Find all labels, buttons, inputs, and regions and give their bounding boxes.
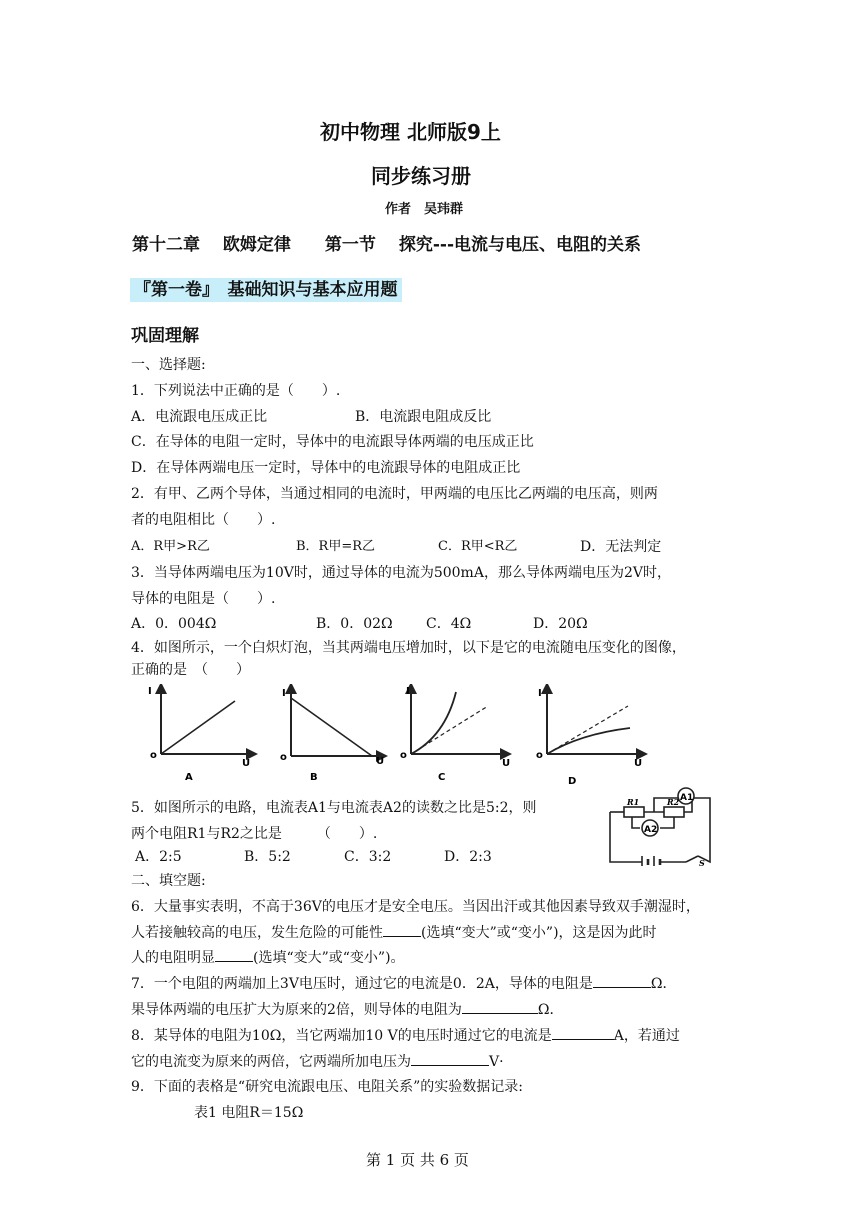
graph-c-axis-u: U: [502, 758, 511, 769]
q7-line1-text-a: 7．一个电阻的两端加上3V电压时，通过它的电流是0．2A，导体的电阻是: [131, 976, 593, 992]
section-heading: 巩固理解: [131, 326, 199, 346]
q7-line1: [131, 973, 676, 994]
q5-option-d: D．2:3: [444, 849, 492, 865]
q2-stem-line1: 2．有甲、乙两个导体，当通过相同的电流时，甲两端的电压比乙两端的电压高，则两: [131, 486, 658, 502]
graph-b-origin: o: [280, 752, 287, 763]
part2-label: 二、填空题:: [131, 873, 206, 889]
q5-circuit-diagram: [602, 784, 718, 866]
q8-line2-text-b: V·: [489, 1054, 504, 1070]
graph-c-curve: [411, 692, 456, 754]
ammeter-a1: [678, 788, 694, 804]
graph-b-label: B: [310, 772, 318, 783]
graph-d: [536, 688, 642, 787]
q3-option-b: B．0．02Ω: [316, 616, 393, 632]
graph-a-label: A: [185, 772, 193, 783]
q2-option-c: C．R甲<R乙: [438, 539, 518, 554]
ammeter-a2: [642, 820, 658, 836]
graph-a-axis-i: I: [148, 686, 152, 697]
q1-option-a: A．电流跟电压成正比: [131, 409, 268, 425]
q8-line1-text-a: 8．某导体的电阻为10Ω，当它两端加10 V的电压时通过它的电流是: [131, 1028, 552, 1044]
graph-d-axis-i: I: [538, 688, 542, 699]
page-footer: 第 1 页 共 6 页: [366, 1151, 469, 1169]
q7-blank-2[interactable]: [462, 999, 538, 1014]
q2-option-d: D．无法判定: [580, 539, 662, 555]
q8-blank-2[interactable]: [411, 1051, 489, 1066]
graph-b-line: [291, 698, 372, 756]
q5-option-b: B．5:2: [244, 849, 291, 865]
q2-stem-line2: 者的电阻相比（ ）.: [131, 512, 276, 528]
q6-line3-text-b: (选填“变大”或“变小”)。: [253, 950, 405, 966]
q2-option-a: A．R甲>R乙: [131, 539, 210, 554]
q3-option-c: C．4Ω: [426, 616, 472, 632]
q1-option-d: D．在导体两端电压一定时，导体中的电流跟导体的电阻成正比: [131, 460, 521, 476]
graph-b-axis-i: I: [282, 688, 286, 699]
q1-option-b: B．电流跟电阻成反比: [355, 409, 492, 425]
q7-line1-text-b: Ω．: [650, 976, 677, 992]
q1-option-c: C．在导体的电阻一定时，导体中的电流跟导体两端的电压成正比: [131, 434, 534, 450]
q8-line1-text-b: A，若通过: [613, 1028, 680, 1044]
switch-label: S: [699, 858, 705, 866]
graph-c-axis-i: I: [406, 686, 410, 697]
q6-line3-text-a: 人的电阻明显: [131, 950, 215, 966]
graph-a-line: [161, 701, 235, 754]
resistor-r1-label: R1: [627, 797, 640, 807]
part1-label: 一、选择题:: [131, 357, 206, 373]
q4-stem-line1: 4．如图所示，一个白炽灯泡，当其两端电压增加时，以下是它的电流随电压变化的图像，: [131, 640, 686, 656]
q7-line2-text-b: Ω．: [537, 1002, 564, 1018]
q4-graphs: [140, 684, 660, 790]
volume-heading: [130, 275, 402, 300]
q3-stem-line1: 3．当导体两端电压为10V时，通过导体的电流为500mA，那么导体两端电压为2V时，: [131, 565, 671, 581]
q8-line2-text-a: 它的电流变为原来的两倍，它两端所加电压为: [131, 1054, 411, 1070]
graph-d-label: D: [568, 776, 577, 787]
ammeter-a1-label: A1: [680, 793, 694, 803]
q8-blank-1[interactable]: [552, 1025, 614, 1040]
q2-option-b: B．R甲=R乙: [296, 539, 376, 554]
q3-stem-line2: 导体的电阻是（ ）.: [131, 591, 276, 607]
graph-a-origin: o: [150, 750, 157, 761]
q3-option-a: A．0．004Ω: [131, 616, 217, 632]
q9-line1: 9．下面的表格是“研究电流跟电压、电阻关系”的实验数据记录:: [131, 1079, 523, 1095]
q8-line2: [131, 1051, 504, 1072]
q6-line1: 6．大量事实表明，不高于36V的电压才是安全电压。当因出汗或其他因素导致双手潮湿时，: [131, 899, 700, 915]
q7-blank-1[interactable]: [593, 973, 651, 988]
graph-a-axis-u: U: [242, 758, 251, 769]
graph-d-origin: o: [536, 750, 543, 761]
graph-c: [400, 686, 510, 783]
resistor-r2-label: R2: [667, 797, 680, 807]
q6-blank-2[interactable]: [215, 947, 253, 962]
q6-line2: [131, 922, 657, 943]
q1-stem: 1．下列说法中正确的是（ ）.: [131, 383, 341, 399]
q3-option-d: D．20Ω: [533, 616, 588, 632]
q6-blank-1[interactable]: [383, 922, 421, 937]
q8-line1: [131, 1025, 680, 1046]
volume-heading-text: 『第一卷』 基础知识与基本应用题: [130, 278, 402, 302]
q9-table-caption: 表1 电阻R＝15Ω: [194, 1105, 304, 1121]
graph-b-axis-u: U: [376, 756, 385, 767]
q5-stem-line1: 5．如图所示的电路，电流表A1与电流表A2的读数之比是5:2，则: [131, 800, 537, 816]
page-title: 初中物理 北师版9上: [320, 120, 501, 144]
author-line: 作者 吴玮群: [385, 202, 464, 217]
q6-line2-text-a: 人若接触较高的电压，发生危险的可能性: [131, 925, 383, 941]
graph-c-origin: o: [400, 750, 407, 761]
graph-a: [148, 686, 252, 783]
q5-option-a: A．2:5: [135, 849, 182, 865]
q5-option-c: C．3:2: [344, 849, 392, 865]
graph-b: [280, 688, 384, 783]
q7-line2: [131, 999, 564, 1020]
page-subtitle: 同步练习册: [371, 164, 471, 188]
chapter-heading: 第十二章 欧姆定律 第一节 探究---电流与电压、电阻的关系: [132, 235, 642, 255]
q5-stem-line2: 两个电阻R1与R2之比是 （ ）.: [131, 826, 378, 842]
graph-d-curve: [547, 728, 630, 754]
q6-line2-text-b: (选填“变大”或“变小”)，这是因为此时: [421, 925, 657, 941]
q7-line2-text-a: 果导体两端的电压扩大为原来的2倍，则导体的电阻为: [131, 1002, 462, 1018]
graph-d-axis-u: U: [634, 758, 643, 769]
ammeter-a2-label: A2: [644, 825, 658, 835]
q6-line3: [131, 947, 405, 968]
graph-c-label: C: [438, 772, 446, 783]
q4-stem-line2: 正确的是 （ ）: [131, 662, 250, 678]
